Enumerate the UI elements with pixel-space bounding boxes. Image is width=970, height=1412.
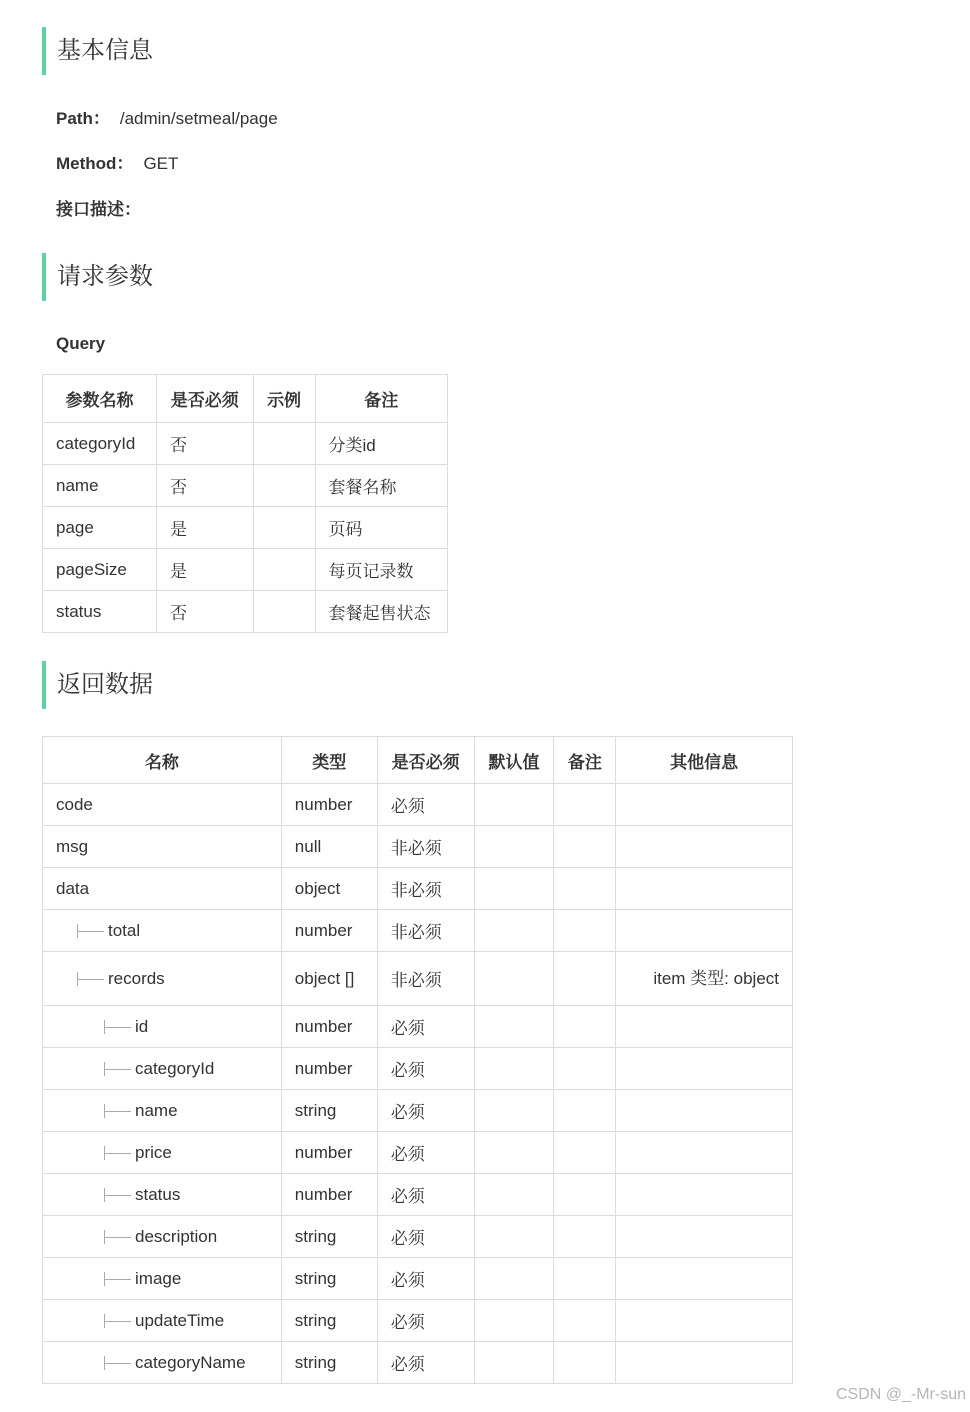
field-name: description (135, 1226, 218, 1246)
cell-required: 非必须 (377, 826, 474, 868)
cell-required: 必须 (377, 1132, 474, 1174)
cell-type: string (281, 1342, 377, 1384)
column-header: 备注 (315, 375, 447, 423)
cell-other (616, 910, 793, 952)
table-row (43, 465, 448, 507)
cell-default (474, 1132, 554, 1174)
tree-branch-icon (104, 1062, 131, 1076)
tree-branch-icon (104, 1188, 131, 1202)
table-row (43, 1300, 793, 1342)
cell-type: object [] (281, 952, 377, 1006)
table-header-row (43, 737, 793, 784)
column-header: 参数名称 (43, 375, 157, 423)
cell-note (554, 1174, 616, 1216)
cell-type: object (281, 868, 377, 910)
cell-default (474, 1216, 554, 1258)
cell-name (43, 910, 282, 952)
tree-branch-icon (104, 1020, 131, 1034)
tree-branch-icon (104, 1230, 131, 1244)
cell-required: 非必须 (377, 952, 474, 1006)
cell-other (616, 1258, 793, 1300)
cell-other (616, 1006, 793, 1048)
cell-default (474, 826, 554, 868)
cell-example (253, 423, 315, 465)
cell-note (554, 1300, 616, 1342)
cell-note (554, 1258, 616, 1300)
cell-name (43, 1216, 282, 1258)
path-row (56, 109, 278, 129)
cell-note (554, 1216, 616, 1258)
column-header: 示例 (253, 375, 315, 423)
field-name: updateTime (135, 1310, 225, 1330)
cell-required: 非必须 (377, 910, 474, 952)
cell-other (616, 868, 793, 910)
table-row (43, 1048, 793, 1090)
cell-name (43, 1090, 282, 1132)
tree-branch-icon (77, 924, 104, 938)
cell-default (474, 784, 554, 826)
cell-note (554, 1006, 616, 1048)
cell-name: status (43, 591, 157, 633)
cell-example (253, 465, 315, 507)
cell-name: categoryId (43, 423, 157, 465)
column-header: 名称 (43, 737, 282, 784)
cell-other (616, 1132, 793, 1174)
cell-note (554, 1342, 616, 1384)
cell-note (554, 952, 616, 1006)
cell-name (43, 1132, 282, 1174)
cell-default (474, 1300, 554, 1342)
cell-note (554, 1090, 616, 1132)
cell-note (554, 910, 616, 952)
cell-required: 是 (156, 507, 253, 549)
cell-example (253, 549, 315, 591)
cell-required: 必须 (377, 1258, 474, 1300)
cell-name (43, 1006, 282, 1048)
field-name: msg (56, 836, 89, 856)
field-name: categoryName (135, 1352, 246, 1372)
section-title-basic-info: 基本信息 (42, 27, 153, 75)
table-row (43, 868, 793, 910)
cell-required: 必须 (377, 1006, 474, 1048)
table-header-row (43, 375, 448, 423)
cell-note: 每页记录数 (315, 549, 447, 591)
field-name: categoryId (135, 1058, 215, 1078)
table-row (43, 507, 448, 549)
tree-branch-icon (104, 1356, 131, 1370)
method-row (56, 154, 178, 174)
cell-other (616, 1300, 793, 1342)
cell-other (616, 1048, 793, 1090)
cell-required: 是 (156, 549, 253, 591)
cell-name (43, 952, 282, 1006)
cell-required: 必须 (377, 1174, 474, 1216)
table-row (43, 1216, 793, 1258)
section-title-request-params: 请求参数 (42, 253, 153, 301)
cell-note: 页码 (315, 507, 447, 549)
cell-required: 必须 (377, 1090, 474, 1132)
path-value: /admin/setmeal/page (119, 109, 278, 128)
cell-other (616, 1174, 793, 1216)
field-name: price (135, 1142, 172, 1162)
table-row (43, 549, 448, 591)
cell-note: 套餐起售状态 (315, 591, 447, 633)
cell-type: string (281, 1258, 377, 1300)
column-header: 类型 (281, 737, 377, 784)
cell-default (474, 868, 554, 910)
method-value: GET (143, 154, 179, 173)
section-title-response-data: 返回数据 (42, 661, 153, 709)
cell-type: number (281, 910, 377, 952)
table-row (43, 1090, 793, 1132)
cell-name (43, 784, 282, 826)
cell-other (616, 1342, 793, 1384)
table-row (43, 784, 793, 826)
cell-example (253, 507, 315, 549)
cell-other: item 类型: object (616, 952, 793, 1006)
field-name: records (108, 968, 165, 988)
cell-default (474, 1048, 554, 1090)
cell-name (43, 1342, 282, 1384)
cell-required: 必须 (377, 784, 474, 826)
tree-branch-icon (104, 1314, 131, 1328)
cell-default (474, 1174, 554, 1216)
cell-other (616, 1216, 793, 1258)
cell-type: number (281, 784, 377, 826)
table-row (43, 1006, 793, 1048)
cell-other (616, 1090, 793, 1132)
cell-other (616, 826, 793, 868)
table-row (43, 910, 793, 952)
cell-note (554, 1132, 616, 1174)
tree-branch-icon (104, 1272, 131, 1286)
cell-required: 必须 (377, 1048, 474, 1090)
cell-other (616, 784, 793, 826)
cell-note (554, 784, 616, 826)
column-header: 备注 (554, 737, 616, 784)
cell-note (554, 868, 616, 910)
column-header: 是否必须 (156, 375, 253, 423)
cell-type: string (281, 1090, 377, 1132)
cell-note: 套餐名称 (315, 465, 447, 507)
cell-name (43, 1258, 282, 1300)
cell-required: 必须 (377, 1300, 474, 1342)
cell-default (474, 1258, 554, 1300)
table-row (43, 826, 793, 868)
table-row (43, 1258, 793, 1300)
tree-branch-icon (77, 972, 104, 986)
path-label: Path： (56, 109, 110, 128)
cell-required: 必须 (377, 1216, 474, 1258)
cell-type: number (281, 1174, 377, 1216)
cell-type: number (281, 1132, 377, 1174)
field-name: id (135, 1016, 149, 1036)
cell-type: number (281, 1006, 377, 1048)
cell-required: 否 (156, 591, 253, 633)
cell-default (474, 952, 554, 1006)
cell-type: number (281, 1048, 377, 1090)
cell-default (474, 1090, 554, 1132)
cell-name: pageSize (43, 549, 157, 591)
table-row (43, 423, 448, 465)
watermark: CSDN @_-Mr-sun (835, 1386, 966, 1403)
field-name: name (135, 1100, 178, 1120)
field-name: data (56, 878, 90, 898)
table-row (43, 952, 793, 1006)
cell-name (43, 1048, 282, 1090)
query-label: Query (56, 334, 106, 353)
cell-name (43, 868, 282, 910)
cell-name: name (43, 465, 157, 507)
cell-example (253, 591, 315, 633)
field-name: code (56, 794, 93, 814)
table-row (43, 1174, 793, 1216)
table-row (43, 591, 448, 633)
column-header: 是否必须 (377, 737, 474, 784)
cell-default (474, 1006, 554, 1048)
cell-required: 非必须 (377, 868, 474, 910)
tree-branch-icon (104, 1104, 131, 1118)
cell-required: 否 (156, 465, 253, 507)
field-name: image (135, 1268, 182, 1288)
tree-branch-icon (104, 1146, 131, 1160)
cell-name: page (43, 507, 157, 549)
cell-note (554, 1048, 616, 1090)
description-label: 接口描述： (56, 200, 141, 219)
cell-required: 必须 (377, 1342, 474, 1384)
cell-required: 否 (156, 423, 253, 465)
cell-note (554, 826, 616, 868)
cell-default (474, 1342, 554, 1384)
cell-name (43, 1300, 282, 1342)
method-label: Method： (56, 154, 134, 173)
cell-note: 分类id (315, 423, 447, 465)
column-header: 默认值 (474, 737, 554, 784)
table-row (43, 1132, 793, 1174)
query-params-table (42, 374, 448, 633)
column-header: 其他信息 (616, 737, 793, 784)
cell-default (474, 910, 554, 952)
cell-type: string (281, 1300, 377, 1342)
cell-type: string (281, 1216, 377, 1258)
cell-type: null (281, 826, 377, 868)
description-row (56, 200, 141, 220)
field-name: status (135, 1184, 181, 1204)
cell-name (43, 826, 282, 868)
cell-name (43, 1174, 282, 1216)
table-row (43, 1342, 793, 1384)
field-name: total (108, 920, 141, 940)
response-data-table (42, 736, 793, 1384)
